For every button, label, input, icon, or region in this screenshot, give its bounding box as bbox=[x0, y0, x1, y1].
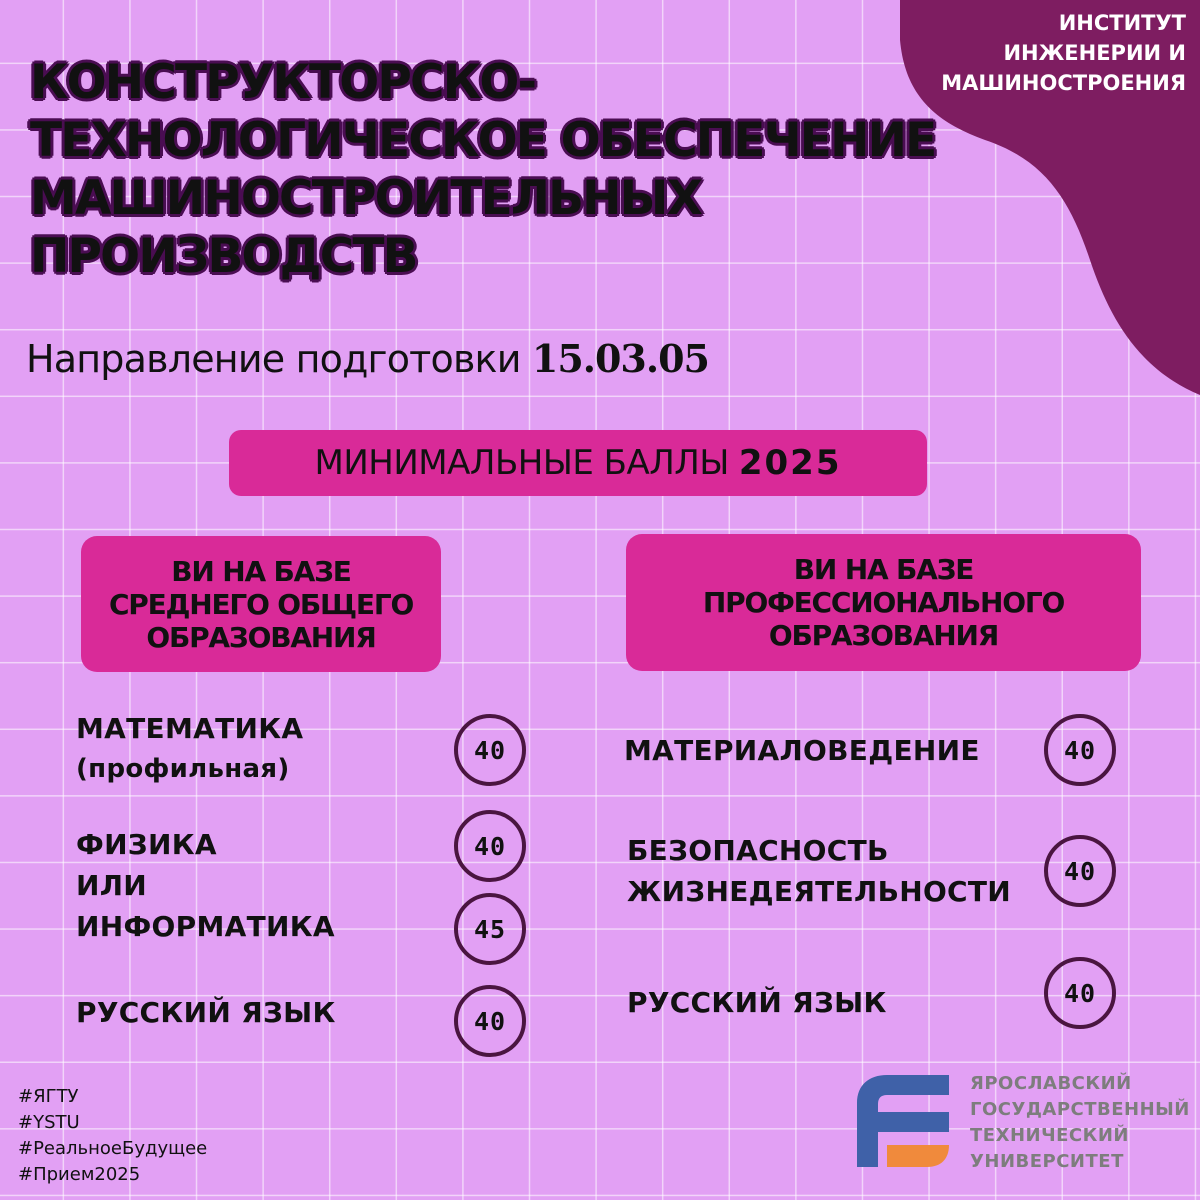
left-column-header bbox=[81, 536, 441, 672]
subject-line: МАТЕМАТИКА bbox=[76, 712, 304, 745]
hashtag: #РеальноеБудущее bbox=[18, 1138, 208, 1159]
hashtags bbox=[18, 1084, 207, 1188]
title-line: ТЕХНОЛОГИЧЕСКОЕ ОБЕСПЕЧЕНИЕ bbox=[30, 113, 936, 168]
institute-line: ИНСТИТУТ bbox=[1058, 11, 1186, 35]
program-title bbox=[30, 54, 960, 286]
hashtag: #Прием2025 bbox=[18, 1164, 141, 1185]
university-line: ТЕХНИЧЕСКИЙ bbox=[970, 1125, 1129, 1146]
score-circle-math: 40 bbox=[454, 714, 526, 786]
title-line: ПРОИЗВОДСТВ bbox=[30, 229, 417, 284]
score-circle-life-safety: 40 bbox=[1044, 835, 1116, 907]
hashtag: #ЯГТУ bbox=[18, 1086, 79, 1107]
subject-line: ЖИЗНЕДЕЯТЕЛЬНОСТИ bbox=[627, 875, 1012, 908]
min-scores-banner bbox=[229, 430, 927, 496]
university-logo-icon bbox=[857, 1073, 953, 1169]
institute-line: ИНЖЕНЕРИИ И bbox=[1003, 41, 1186, 65]
university-line: ЯРОСЛАВСКИЙ bbox=[970, 1073, 1132, 1094]
subject-russian-right bbox=[627, 982, 887, 1023]
subject-line: РУССКИЙ ЯЗЫК bbox=[76, 996, 336, 1029]
direction-code: 15.03.05 bbox=[531, 336, 709, 381]
score-circle-materials-science: 40 bbox=[1044, 714, 1116, 786]
header-line: ПРОФЕССИОНАЛЬНОГО bbox=[702, 586, 1065, 619]
subject-line: БЕЗОПАСНОСТЬ bbox=[627, 834, 889, 867]
direction-line bbox=[26, 336, 709, 381]
subject-line: РУССКИЙ ЯЗЫК bbox=[627, 986, 887, 1019]
score-circle-informatics: 45 bbox=[454, 893, 526, 965]
score-circle-russian-right: 40 bbox=[1044, 957, 1116, 1029]
subject-physics-or-informatics bbox=[76, 824, 335, 947]
subject-line: ИЛИ bbox=[76, 869, 148, 902]
university-name bbox=[970, 1071, 1190, 1175]
subject-line: ИНФОРМАТИКА bbox=[76, 910, 335, 943]
header-line: ВИ НА БАЗЕ bbox=[793, 553, 974, 586]
subject-line: МАТЕРИАЛОВЕДЕНИЕ bbox=[624, 734, 980, 767]
subject-life-safety bbox=[627, 830, 1011, 912]
score-circle-physics: 40 bbox=[454, 810, 526, 882]
subject-materials-science bbox=[624, 730, 980, 771]
direction-label: Направление подготовки bbox=[26, 337, 521, 381]
subject-line: ФИЗИКА bbox=[76, 828, 217, 861]
institute-line: МАШИНОСТРОЕНИЯ bbox=[941, 71, 1186, 95]
title-line: МАШИНОСТРОИТЕЛЬНЫХ bbox=[30, 171, 702, 226]
subject-russian-left bbox=[76, 992, 336, 1033]
score-circle-russian-left: 40 bbox=[454, 985, 526, 1057]
header-line: ОБРАЗОВАНИЯ bbox=[146, 620, 376, 654]
header-line: ВИ НА БАЗЕ bbox=[171, 554, 351, 588]
right-column-header bbox=[626, 534, 1141, 671]
banner-year: 2025 bbox=[738, 443, 842, 483]
university-line: ГОСУДАРСТВЕННЫЙ bbox=[970, 1099, 1190, 1120]
subject-math bbox=[76, 708, 303, 790]
subject-line: (профильная) bbox=[76, 754, 290, 784]
hashtag: #YSTU bbox=[18, 1112, 80, 1133]
university-line: УНИВЕРСИТЕТ bbox=[970, 1151, 1124, 1172]
header-line: ОБРАЗОВАНИЯ bbox=[768, 619, 999, 652]
banner-label: МИНИМАЛЬНЫЕ БАЛЛЫ bbox=[314, 443, 729, 483]
title-line: КОНСТРУКТОРСКО- bbox=[30, 55, 536, 110]
header-line: СРЕДНЕГО ОБЩЕГО bbox=[108, 587, 414, 621]
